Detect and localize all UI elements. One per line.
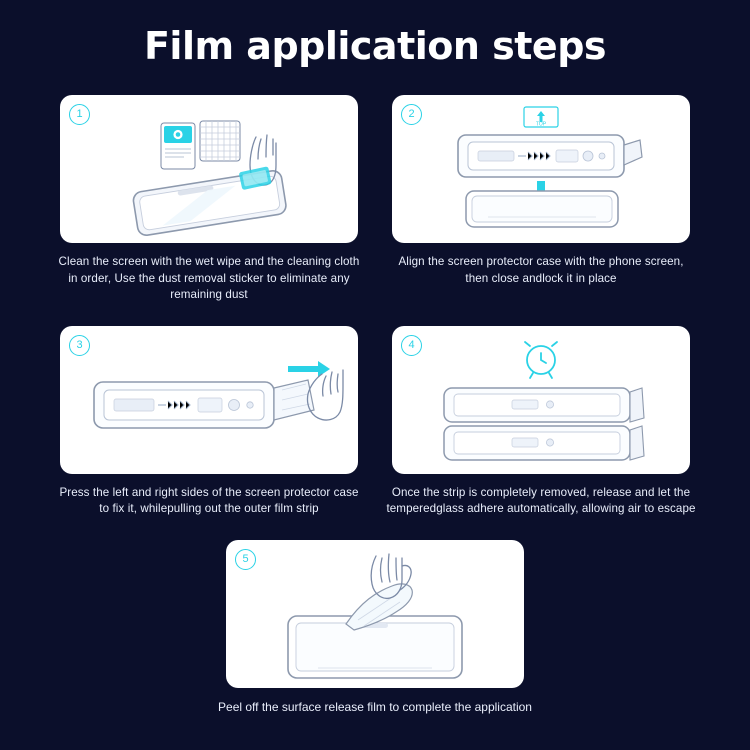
step-number-badge: 2 (401, 104, 422, 125)
step-illustration-5 (226, 540, 524, 688)
step-caption-1: Clean the screen with the wet wipe and the cleaning cloth in order, Use the dust removal sticker to eliminate any remaining dust (58, 255, 360, 301)
step-card-4 (386, 326, 696, 518)
pull-film-strip-icon (60, 326, 358, 474)
step-card-5 (225, 540, 525, 688)
step-caption-5: Peel off the surface release film to complete the application (218, 699, 532, 714)
step-number-badge: 3 (69, 335, 90, 356)
step-illustration-2 (392, 95, 690, 243)
step-caption-3: Press the left and right sides of the screen protector case to fix it, whilepulling out the outer film strip (59, 485, 359, 515)
svg-text:TOP: TOP (535, 121, 547, 128)
steps-grid (0, 95, 750, 714)
step-number-badge: 5 (235, 549, 256, 570)
page-title: Film application steps (143, 24, 607, 68)
step-illustration-3 (60, 326, 358, 474)
step-illustration-1 (60, 95, 358, 243)
wet-wipe-and-sticker-icon (60, 95, 358, 243)
steps-row-3 (0, 540, 750, 688)
step-card-2 (391, 95, 691, 304)
step-illustration-4 (392, 326, 690, 474)
step-caption-4: Once the strip is completely removed, release and let the temperedglass adhere automatically, allowing air to escape (386, 485, 696, 515)
step-number-badge: 4 (401, 335, 422, 356)
step-card-1 (59, 95, 359, 304)
steps-row-1 (0, 95, 750, 304)
steps-row-2 (0, 326, 750, 518)
step-card-3 (59, 326, 359, 518)
timer-clock-icon (392, 326, 690, 474)
step-number-badge: 1 (69, 104, 90, 125)
alignment-case-icon (392, 95, 690, 243)
peel-release-film-icon (226, 540, 524, 688)
step-caption-2: Align the screen protector case with the phone screen, then close andlock it in place (398, 255, 684, 285)
